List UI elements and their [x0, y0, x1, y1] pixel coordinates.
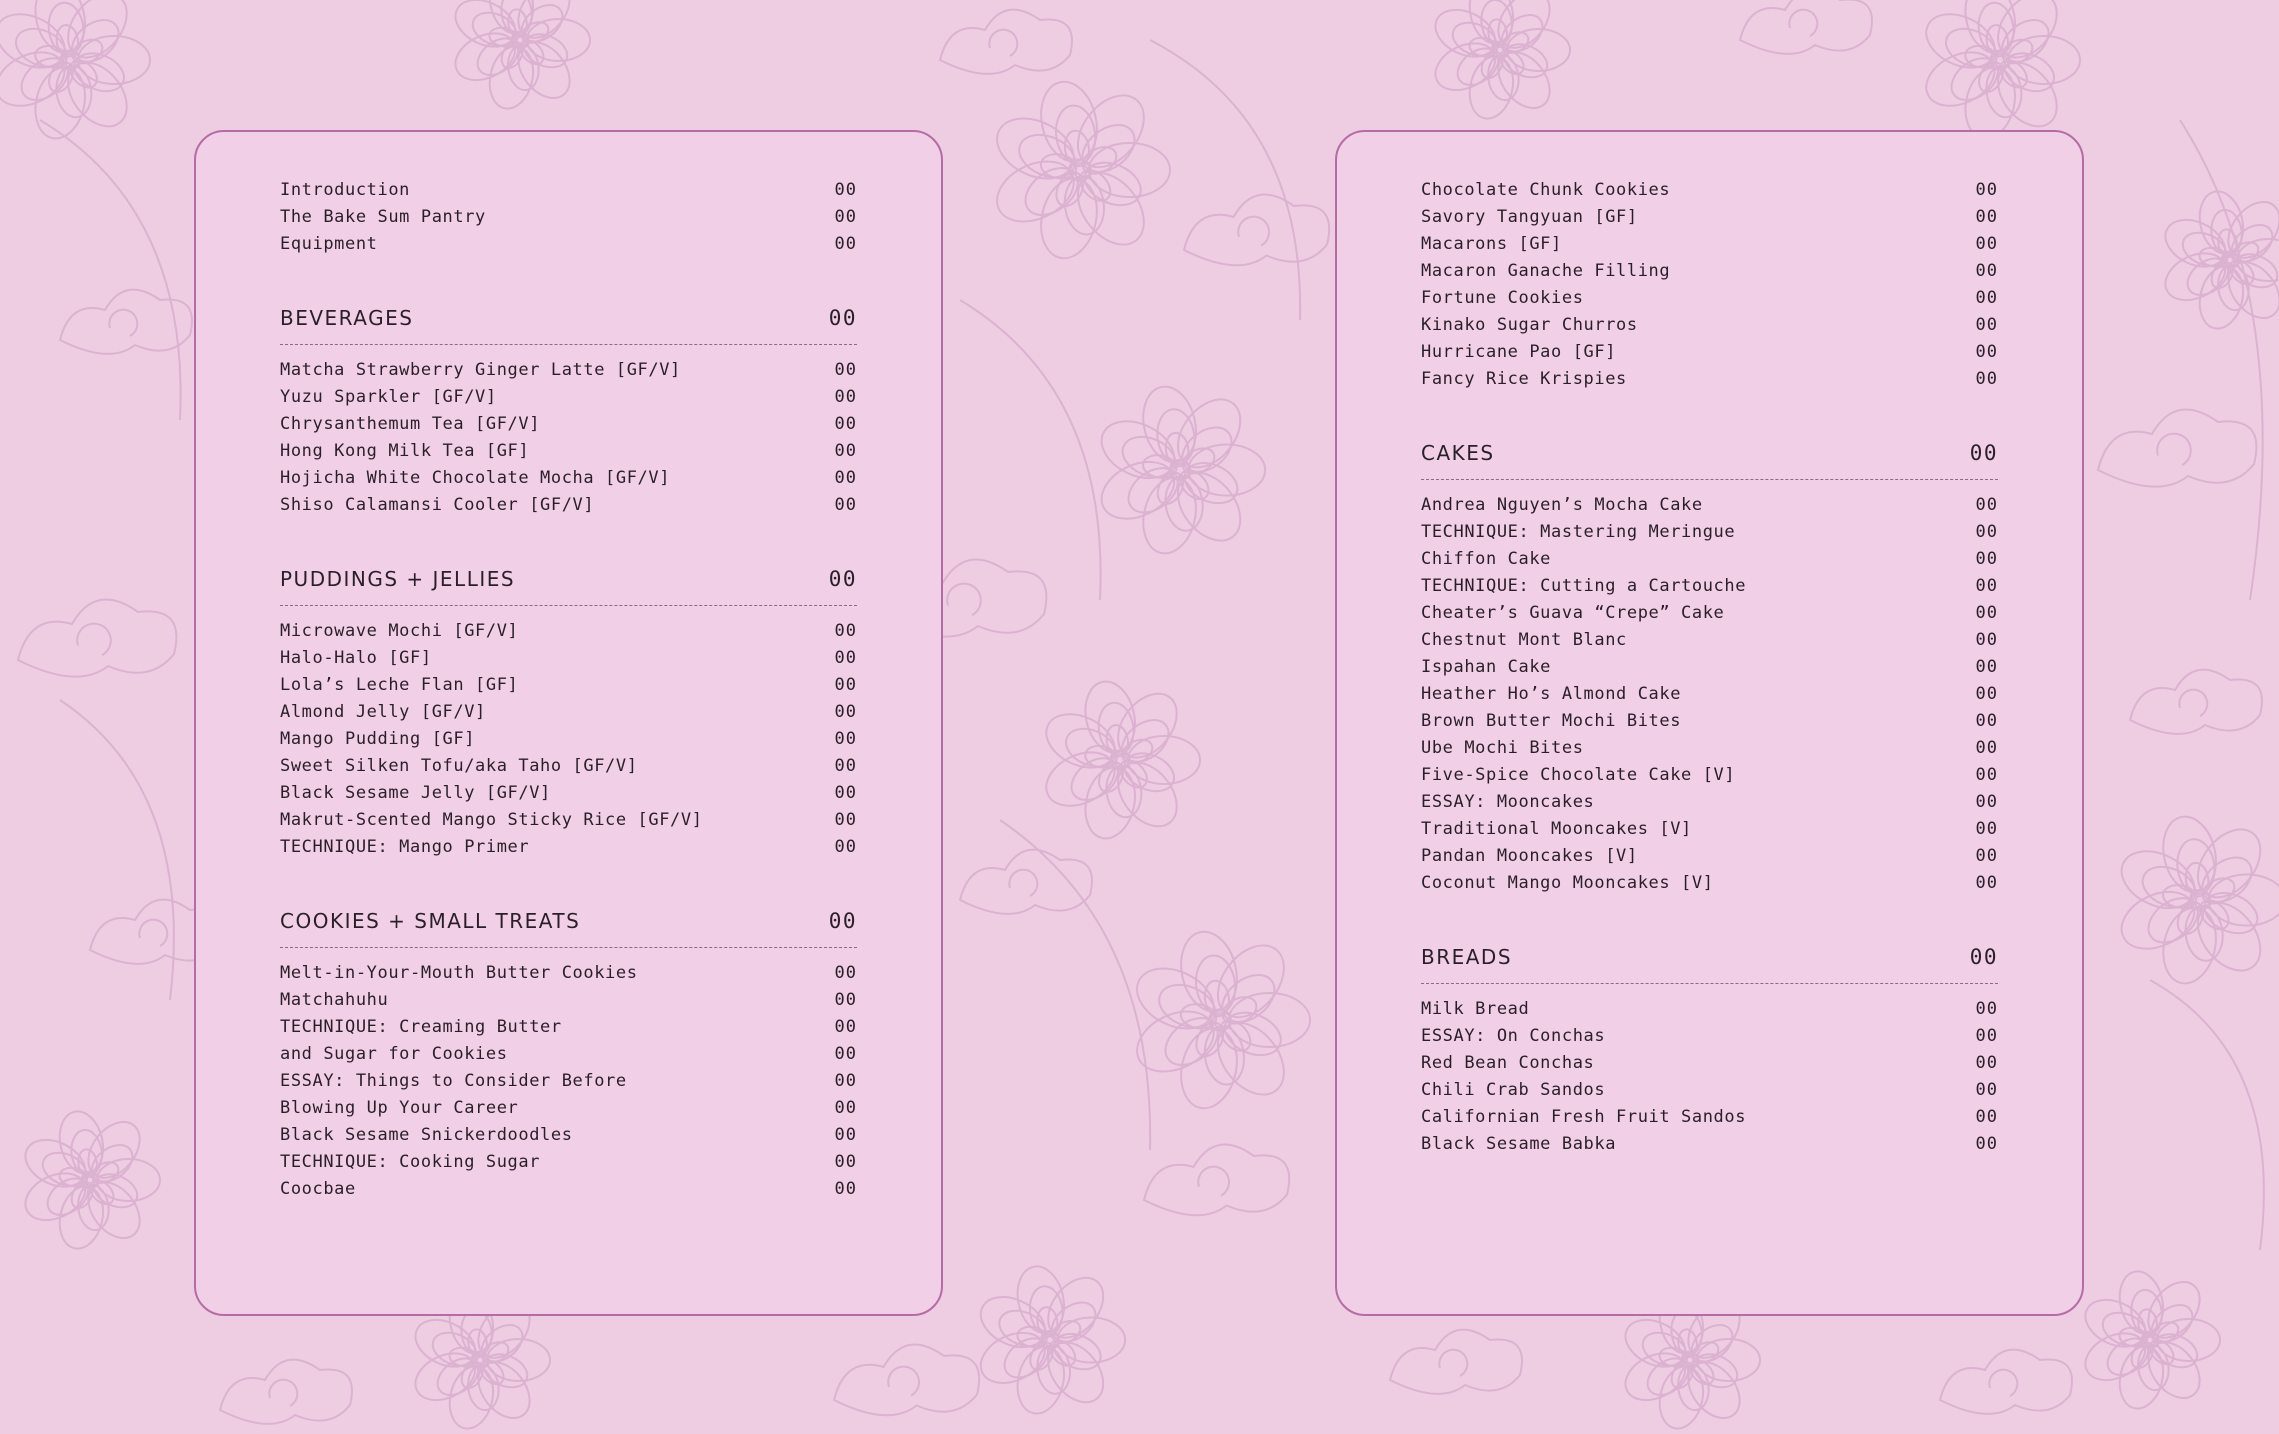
entry-page-number: 00: [834, 1098, 857, 1118]
entry-page-number: 00: [834, 495, 857, 515]
toc-entry: [280, 177, 857, 204]
entry-title: Black Sesame Babka: [1421, 1134, 1617, 1154]
entry-page-number: 00: [834, 1152, 857, 1172]
entry-title: Chestnut Mont Blanc: [1421, 630, 1627, 650]
entry-title: Red Bean Conchas: [1421, 1053, 1595, 1073]
toc-entry: [1421, 312, 1998, 339]
entry-title: Ispahan Cake: [1421, 657, 1552, 677]
section-title: BEVERAGES: [280, 306, 414, 330]
toc-entry: [1421, 546, 1998, 573]
entry-page-number: 00: [1975, 1080, 1998, 1100]
toc-entry: [280, 231, 857, 258]
peony-motif: [1918, 0, 2080, 143]
toc-entry: [280, 1041, 857, 1068]
toc-entry: [280, 1122, 857, 1149]
cloud-swirl-motif: [1144, 1145, 1289, 1216]
entry-title: Ube Mochi Bites: [1421, 738, 1584, 758]
entry-title: Lola’s Leche Flan [GF]: [280, 675, 519, 695]
entry-title: ESSAY: Mooncakes: [1421, 792, 1595, 812]
toc-entry: [1421, 1077, 1998, 1104]
toc-entry: [280, 1068, 857, 1095]
toc-entry: [1421, 177, 1998, 204]
toc-right-panel: [1335, 130, 2084, 1316]
entry-page-number: 00: [1975, 288, 1998, 308]
entry-page-number: 00: [834, 1017, 857, 1037]
entry-title: ESSAY: Things to Consider Before: [280, 1071, 627, 1091]
entry-page-number: 00: [834, 729, 857, 749]
entry-page-number: 00: [834, 180, 857, 200]
toc-entry: [1421, 816, 1998, 843]
toc-entry: [280, 987, 857, 1014]
entry-title: Introduction: [280, 180, 411, 200]
peony-motif: [1428, 0, 1570, 123]
entry-page-number: 00: [1975, 522, 1998, 542]
section-heading: [1421, 945, 1998, 984]
toc-entry: [1421, 1050, 1998, 1077]
toc-entry: [280, 1149, 857, 1176]
entry-title: Matcha Strawberry Ginger Latte [GF/V]: [280, 360, 681, 380]
entry-page-number: 00: [834, 675, 857, 695]
entry-title: Andrea Nguyen’s Mocha Cake: [1421, 495, 1703, 515]
peony-motif: [2112, 811, 2279, 988]
entry-title: Hurricane Pao [GF]: [1421, 342, 1617, 362]
cloud-swirl-motif: [220, 1360, 352, 1424]
toc-entry: [1421, 1131, 1998, 1158]
cloud-swirl-motif: [1940, 1350, 2072, 1414]
entry-page-number: 00: [1975, 711, 1998, 731]
entry-title: Milk Bread: [1421, 999, 1530, 1019]
entry-page-number: 00: [834, 621, 857, 641]
cloud-swirl-motif: [60, 290, 192, 354]
toc-entry: [280, 672, 857, 699]
toc-entry: [280, 726, 857, 753]
entry-title: Chili Crab Sandos: [1421, 1080, 1606, 1100]
entry-page-number: 00: [1975, 1134, 1998, 1154]
entry-title: TECHNIQUE: Mango Primer: [280, 837, 530, 857]
entry-title: Blowing Up Your Career: [280, 1098, 519, 1118]
entry-page-number: 00: [834, 1044, 857, 1064]
entry-title: Macarons [GF]: [1421, 234, 1562, 254]
peony-motif: [2158, 187, 2279, 333]
peony-motif: [2078, 1267, 2220, 1413]
entry-page-number: 00: [1975, 576, 1998, 596]
vine-motif: [960, 300, 1101, 600]
entry-page-number: 00: [834, 963, 857, 983]
toc-entry: [1421, 708, 1998, 735]
toc-entry: [280, 834, 857, 861]
cloud-swirl-motif: [2130, 670, 2262, 734]
section-title: BREADS: [1421, 945, 1513, 969]
peony-motif: [973, 1262, 1126, 1418]
entry-page-number: 00: [1975, 234, 1998, 254]
entry-title: Yuzu Sparkler [GF/V]: [280, 387, 497, 407]
entry-page-number: 00: [1975, 549, 1998, 569]
toc-entry: [280, 807, 857, 834]
toc-entry: [1421, 627, 1998, 654]
toc-left-panel: [194, 130, 943, 1316]
entry-title: Black Sesame Jelly [GF/V]: [280, 783, 551, 803]
entry-page-number: 00: [834, 468, 857, 488]
entry-title: Cheater’s Guava “Crepe” Cake: [1421, 603, 1725, 623]
toc-entry: [1421, 492, 1998, 519]
entry-title: Chiffon Cake: [1421, 549, 1552, 569]
entry-page-number: 00: [1975, 792, 1998, 812]
toc-entry: [1421, 789, 1998, 816]
entry-title: Coocbae: [280, 1179, 356, 1199]
toc-section-beverages: [280, 306, 857, 519]
entry-page-number: 00: [1975, 846, 1998, 866]
entry-title: Hojicha White Chocolate Mocha [GF/V]: [280, 468, 671, 488]
entry-title: Makrut-Scented Mango Sticky Rice [GF/V]: [280, 810, 703, 830]
entry-title: and Sugar for Cookies: [280, 1044, 508, 1064]
entry-title: Heather Ho’s Almond Cake: [1421, 684, 1682, 704]
entry-page-number: 00: [1975, 315, 1998, 335]
entry-title: The Bake Sum Pantry: [280, 207, 486, 227]
entry-title: TECHNIQUE: Mastering Meringue: [1421, 522, 1736, 542]
toc-entry: [1421, 600, 1998, 627]
toc-entry: [280, 645, 857, 672]
toc-entry: [1421, 285, 1998, 312]
toc-entry: [280, 357, 857, 384]
entry-title: Sweet Silken Tofu/aka Taho [GF/V]: [280, 756, 638, 776]
cloud-swirl-motif: [2098, 410, 2256, 487]
entry-title: Equipment: [280, 234, 378, 254]
entry-page-number: 00: [1975, 819, 1998, 839]
toc-section-breads: [1421, 945, 1998, 1158]
entry-page-number: 00: [1975, 657, 1998, 677]
toc-entry: [1421, 258, 1998, 285]
peony-motif: [18, 1107, 160, 1253]
peony-motif: [987, 76, 1170, 264]
toc-entry: [1421, 339, 1998, 366]
entry-title: Traditional Mooncakes [V]: [1421, 819, 1692, 839]
entry-page-number: 00: [1975, 1026, 1998, 1046]
toc-entry: [1421, 681, 1998, 708]
section-title: COOKIES + SMALL TREATS: [280, 909, 581, 933]
toc-entry: [1421, 519, 1998, 546]
toc-entry: [1421, 762, 1998, 789]
cloud-swirl-motif: [1390, 1330, 1522, 1394]
toc-entry: [280, 618, 857, 645]
toc-intro-list: [280, 177, 857, 258]
toc-entry: [1421, 843, 1998, 870]
section-page-number: 00: [828, 567, 857, 591]
entry-title: Five-Spice Chocolate Cake [V]: [1421, 765, 1736, 785]
entry-title: Microwave Mochi [GF/V]: [280, 621, 519, 641]
entry-page-number: 00: [1975, 684, 1998, 704]
toc-entry: [1421, 366, 1998, 393]
peony-motif: [0, 0, 150, 143]
toc-section-puddings-jellies: [280, 567, 857, 861]
toc-entry: [280, 1014, 857, 1041]
toc-section-cakes: [1421, 441, 1998, 897]
entry-page-number: 00: [834, 1125, 857, 1145]
entry-page-number: 00: [1975, 999, 1998, 1019]
peony-motif: [1038, 677, 1200, 844]
toc-entry: [280, 753, 857, 780]
entry-page-number: 00: [834, 837, 857, 857]
entry-title: Fancy Rice Krispies: [1421, 369, 1627, 389]
entry-page-number: 00: [1975, 603, 1998, 623]
toc-entry: [1421, 1104, 1998, 1131]
entry-title: Fortune Cookies: [1421, 288, 1584, 308]
entry-page-number: 00: [834, 207, 857, 227]
toc-entry: [1421, 654, 1998, 681]
cloud-swirl-motif: [1184, 195, 1329, 266]
cloud-swirl-motif: [940, 10, 1072, 74]
entry-title: Coconut Mango Mooncakes [V]: [1421, 873, 1714, 893]
cloud-swirl-motif: [18, 600, 176, 677]
toc-entry: [280, 1176, 857, 1203]
entry-page-number: 00: [834, 360, 857, 380]
toc-entry: [1421, 204, 1998, 231]
toc-entry: [280, 204, 857, 231]
entry-title: TECHNIQUE: Creaming Butter: [280, 1017, 562, 1037]
toc-entry: [280, 492, 857, 519]
entry-page-number: 00: [1975, 261, 1998, 281]
entry-title: Hong Kong Milk Tea [GF]: [280, 441, 530, 461]
cloud-swirl-motif: [960, 850, 1092, 914]
entry-page-number: 00: [834, 387, 857, 407]
entry-title: Almond Jelly [GF/V]: [280, 702, 486, 722]
entry-page-number: 00: [834, 756, 857, 776]
entry-page-number: 00: [1975, 630, 1998, 650]
entry-page-number: 00: [834, 414, 857, 434]
toc-section-cookies-small-treats: [280, 909, 857, 1203]
entry-page-number: 00: [834, 783, 857, 803]
cloud-swirl-motif: [1740, 0, 1872, 54]
entry-title: Savory Tangyuan [GF]: [1421, 207, 1638, 227]
entry-title: Matchahuhu: [280, 990, 389, 1010]
entry-title: Melt-in-Your-Mouth Butter Cookies: [280, 963, 638, 983]
section-heading: [280, 306, 857, 345]
section-title: PUDDINGS + JELLIES: [280, 567, 516, 591]
entry-page-number: 00: [1975, 738, 1998, 758]
entry-page-number: 00: [1975, 369, 1998, 389]
toc-entry: [1421, 231, 1998, 258]
vine-motif: [60, 700, 174, 1000]
entry-page-number: 00: [834, 702, 857, 722]
section-title: CAKES: [1421, 441, 1495, 465]
entry-page-number: 00: [834, 234, 857, 254]
section-page-number: 00: [828, 909, 857, 933]
peony-motif: [1092, 381, 1265, 558]
entry-title: TECHNIQUE: Cutting a Cartouche: [1421, 576, 1747, 596]
entry-title: Kinako Sugar Churros: [1421, 315, 1638, 335]
section-heading: [280, 909, 857, 948]
section-page-number: 00: [828, 306, 857, 330]
entry-page-number: 00: [1975, 207, 1998, 227]
toc-entry: [280, 465, 857, 492]
toc-entry: [1421, 735, 1998, 762]
entry-title: Pandan Mooncakes [V]: [1421, 846, 1638, 866]
entry-title: Macaron Ganache Filling: [1421, 261, 1671, 281]
toc-entry: [1421, 573, 1998, 600]
entry-title: Chocolate Chunk Cookies: [1421, 180, 1671, 200]
toc-entry: [1421, 996, 1998, 1023]
toc-intro-list: [1421, 177, 1998, 393]
toc-entry: [280, 384, 857, 411]
vine-motif: [2150, 980, 2264, 1250]
entry-title: Shiso Calamansi Cooler [GF/V]: [280, 495, 595, 515]
entry-page-number: 00: [1975, 495, 1998, 515]
section-heading: [1421, 441, 1998, 480]
entry-title: Black Sesame Snickerdoodles: [280, 1125, 573, 1145]
toc-entry: [1421, 870, 1998, 897]
entry-title: Californian Fresh Fruit Sandos: [1421, 1107, 1747, 1127]
entry-page-number: 00: [834, 990, 857, 1010]
entry-title: Chrysanthemum Tea [GF/V]: [280, 414, 541, 434]
cloud-swirl-motif: [834, 1345, 979, 1416]
entry-page-number: 00: [1975, 1053, 1998, 1073]
entry-page-number: 00: [834, 1071, 857, 1091]
entry-page-number: 00: [834, 1179, 857, 1199]
toc-entry: [280, 699, 857, 726]
entry-page-number: 00: [834, 441, 857, 461]
peony-motif: [1127, 926, 1310, 1114]
entry-page-number: 00: [1975, 180, 1998, 200]
entry-page-number: 00: [1975, 765, 1998, 785]
toc-entry: [280, 780, 857, 807]
entry-title: Mango Pudding [GF]: [280, 729, 476, 749]
section-page-number: 00: [1969, 945, 1998, 969]
entry-page-number: 00: [1975, 873, 1998, 893]
toc-entry: [280, 438, 857, 465]
entry-title: ESSAY: On Conchas: [1421, 1026, 1606, 1046]
peony-motif: [448, 0, 590, 113]
vine-motif: [40, 120, 181, 420]
entry-title: Halo-Halo [GF]: [280, 648, 432, 668]
section-heading: [280, 567, 857, 606]
vine-motif: [1150, 40, 1300, 320]
entry-page-number: 00: [1975, 342, 1998, 362]
toc-entry: [280, 411, 857, 438]
entry-page-number: 00: [834, 648, 857, 668]
toc-entry: [280, 1095, 857, 1122]
entry-title: Brown Butter Mochi Bites: [1421, 711, 1682, 731]
toc-entry: [280, 960, 857, 987]
section-page-number: 00: [1969, 441, 1998, 465]
toc-entry: [1421, 1023, 1998, 1050]
entry-page-number: 00: [834, 810, 857, 830]
entry-page-number: 00: [1975, 1107, 1998, 1127]
entry-title: TECHNIQUE: Cooking Sugar: [280, 1152, 541, 1172]
